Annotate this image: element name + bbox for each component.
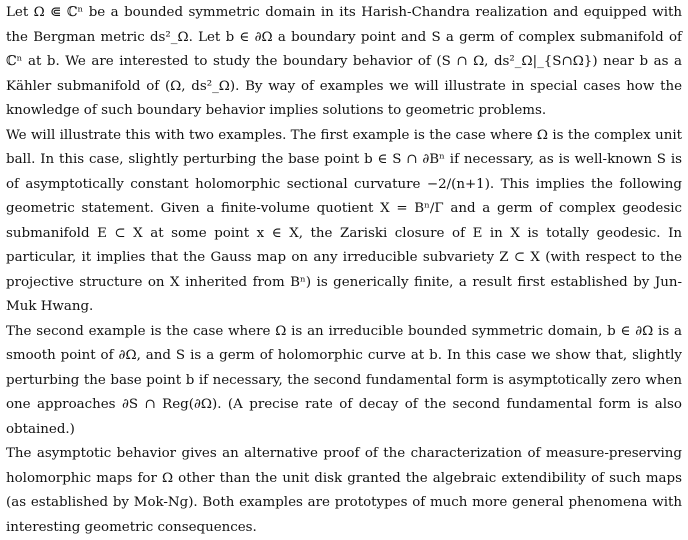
abstract-paragraph-3: The second example is the case where Ω is an irreducible bounded symmetric domain, b ∈ ∂Ω is a smooth point of ∂Ω, and S is a germ of holomorphic curve at b. In this case we show that, slightly perturbing the base point b if necessary, the second fundamental form is asymptotically zero when one approaches ∂S ∩ Reg(∂Ω). (A precise rate of decay of the second fundamental form is also obtained.): [6, 323, 682, 437]
abstract-paragraph-2: We will illustrate this with two examples. The first example is the case where Ω is the complex unit ball. In this case, slightly perturbing the base point b ∈ S ∩ ∂Bⁿ if necessary, as is well-known S is of asymptotically constant holomorphic sectional curvature −2/(n+1). This implies the following geometric statement. Given a finite-volume quotient X = Bⁿ/Γ and a germ of complex geodesic submanifold E ⊂ X at some point x ∈ X, the Zariski closure of E in X is totally geodesic. In particular, it implies that the Gauss map on any irreducible subvariety Z ⊂ X (with respect to the projective structure on X inherited from Bⁿ) is generically finite, a result first established by Jun-Muk Hwang.: [6, 127, 682, 314]
abstract-text: [6, 1, 682, 540]
abstract-paragraph-1: Let Ω ⋐ ℂⁿ be a bounded symmetric domain in its Harish-Chandra realization and equipped with the Bergman metric ds²_Ω. Let b ∈ ∂Ω a boundary point and S a germ of complex submanifold of ℂⁿ at b. We are interested to study the boundary behavior of (S ∩ Ω, ds²_Ω|_{S∩Ω}) near b as a Kähler submanifold of (Ω, ds²_Ω). By way of examples we will illustrate in special cases how the knowledge of such boundary behavior implies solutions to geometric problems.: [6, 5, 682, 118]
abstract-paragraph-4: The asymptotic behavior gives an alternative proof of the characterization of measure-preserving holomorphic maps for Ω other than the unit disk granted the algebraic extendibility of such maps (as established by Mok-Ng). Both examples are prototypes of much more general phenomena with interesting geometric consequences.: [6, 446, 682, 535]
